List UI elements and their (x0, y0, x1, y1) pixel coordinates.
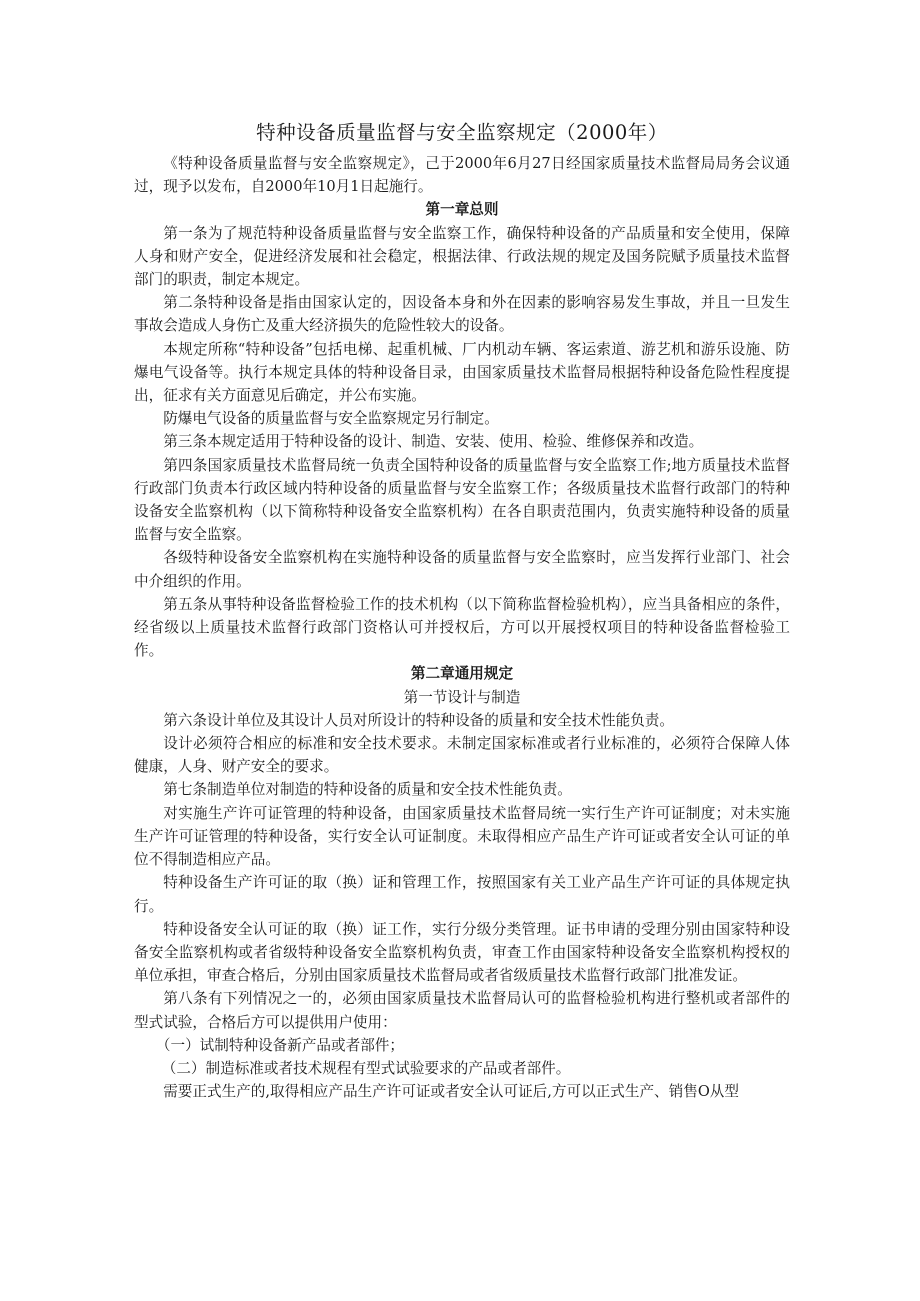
article-8: 第八条有下列情况之一的，必须由国家质量技术监督局认可的监督检验机构进行整机或者部件的型式试验，合格后方可以提供用户使用： (134, 990, 790, 1031)
article-7-license-mgmt: 特种设备生产许可证的取（换）证和管理工作，按照国家有关工业产品生产许可证的具体规定执行。 (134, 874, 790, 915)
chapter-2-heading: 第二章通用规定 (410, 665, 514, 683)
article-4: 第四条国家质量技术监督局统一负责全国特种设备的质量监督与安全监察工作;地方质量技术监督行政部门负责本行政区域内特种设备的质量监督与安全监察工作；各级质量技术监督行政部门的特种设备安全监察机构（以下简称特种设备安全监察机构）在各自职责范围内，负责实施特种设备的质量监督与安全监察。 (134, 456, 790, 544)
article-6-note: 设计必须符合相应的标准和安全技术要求。未制定国家标准或者行业标准的，必须符合保障人体健康，人身、财产安全的要求。 (134, 735, 790, 776)
article-7-license: 对实施生产许可证管理的特种设备，由国家质量技术监督局统一实行生产许可证制度；对未实施生产许可证管理的特种设备，实行安全认可证制度。未取得相应产品生产许可证或者安全认可证的单位不得制造相应产品。 (134, 804, 790, 869)
document-page (134, 118, 790, 1103)
document-title: 特种设备质量监督与安全监察规定（2000年） (256, 121, 668, 144)
article-2-note: 防爆电气设备的质量监督与安全监察规定另行制定。 (163, 410, 499, 428)
chapter-1-heading: 第一章总则 (425, 201, 499, 219)
article-2: 第二条特种设备是指由国家认定的，因设备本身和外在因素的影响容易发生事故，并且一旦发生事故会造成人身伤亡及重大经济损失的危险性较大的设备。 (134, 294, 790, 335)
article-7-safety-cert: 特种设备安全认可证的取（换）证工作，实行分级分类管理。证书申请的受理分别由国家特种设备安全监察机构或者省级特种设备安全监察机构负责，审查工作由国家特种设备安全监察机构授权的单位承担，审查合格后，分别由国家质量技术监督局或者省级质量技术监督行政部门批准发证。 (134, 920, 790, 985)
article-7: 第七条制造单位对制造的特种设备的质量和安全技术性能负责。 (163, 781, 572, 799)
intro-paragraph: 《特种设备质量监督与安全监察规定》，己于2000年6月27日经国家质量技术监督局局务会议通过，现予以发布，自2000年10月1日起施行。 (134, 155, 790, 196)
article-5: 第五条从事特种设备监督检验工作的技术机构（以下简称监督检验机构），应当具备相应的条件，经省级以上质量技术监督行政部门资格认可并授权后，方可以开展授权项目的特种设备监督检验工作。 (134, 595, 790, 660)
article-8-last-line: 需要正式生产的,取得相应产品生产许可证或者安全认可证后,方可以正式生产、销售O从型 (163, 1083, 739, 1101)
article-8-item-1: （一）试制特种设备新产品或者部件； (155, 1036, 404, 1054)
article-1: 第一条为了规范特种设备质量监督与安全监察工作，确保特种设备的产品质量和安全使用，保障人身和财产安全，促进经济发展和社会稳定，根据法律、行政法规的规定及国务院赋予质量技术监督部门的职责，制定本规定。 (134, 224, 790, 289)
article-3: 第三条本规定适用于特种设备的设计、制造、安装、使用、检验、维修保养和改造。 (163, 433, 704, 451)
article-6: 第六条设计单位及其设计人员对所设计的特种设备的质量和安全技术性能负责。 (163, 711, 674, 729)
article-8-item-2: （二）制造标准或者技术规程有型式试验要求的产品或者部件。 (161, 1059, 571, 1077)
article-4-note: 各级特种设备安全监察机构在实施特种设备的质量监督与安全监察时，应当发挥行业部门、社会中介组织的作用。 (134, 549, 790, 590)
section-1-heading: 第一节设计与制造 (403, 688, 521, 706)
article-2-scope: 本规定所称“特种设备”包括电梯、起重机械、厂内机动车辆、客运索道、游艺机和游乐设施、防爆电气设备等。执行本规定具体的特种设备目录，由国家质量技术监督局根据特种设备危险性程度提出，征求有关方面意见后确定，并公布实施。 (134, 340, 790, 405)
